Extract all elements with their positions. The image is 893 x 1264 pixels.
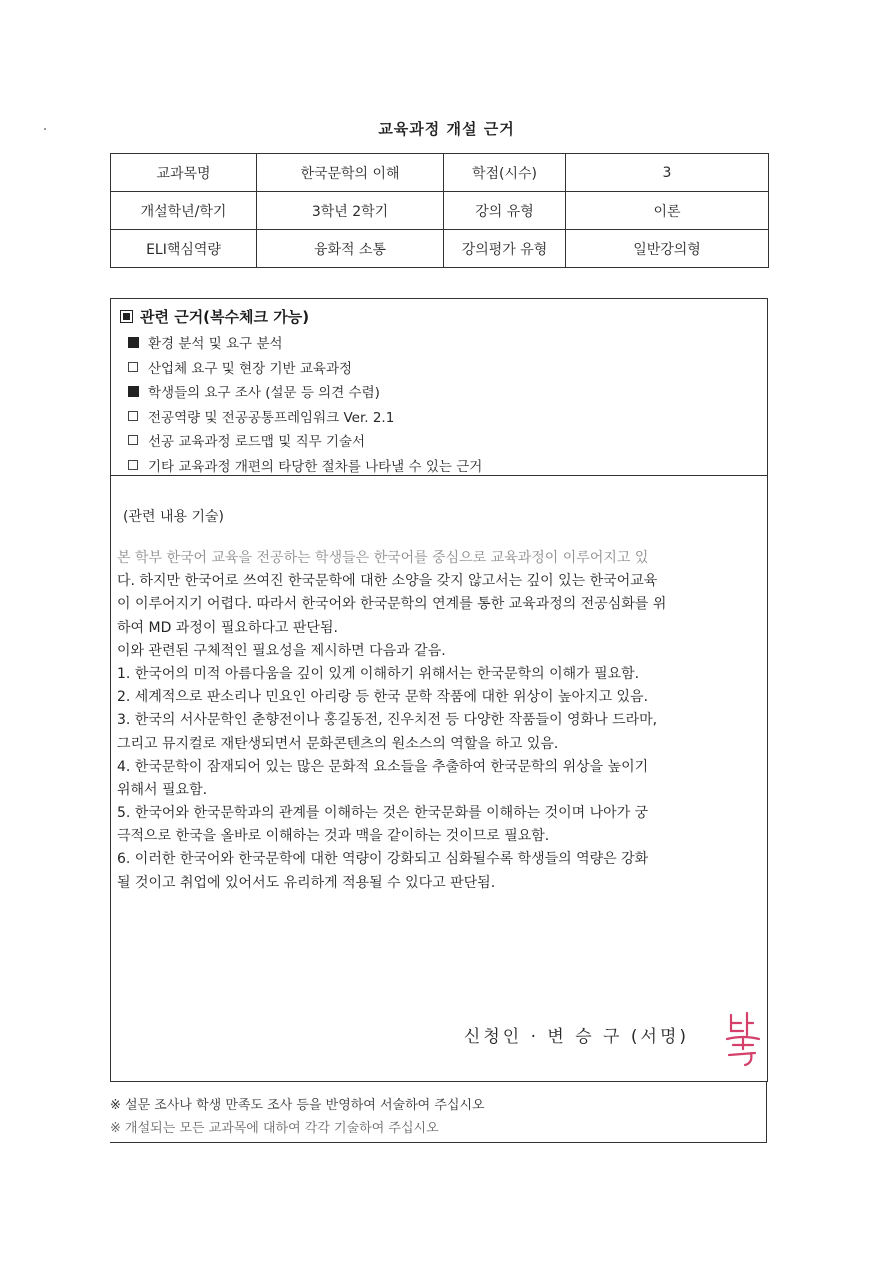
description-section xyxy=(110,474,768,1082)
lecture-type-value: 이론 xyxy=(566,192,769,230)
basis-section xyxy=(110,298,768,476)
basis-item-industry-demand[interactable] xyxy=(128,355,482,380)
course-info-table xyxy=(110,153,769,268)
note-survey: ※ 설문 조사나 학생 만족도 조사 등을 반영하여 서술하여 주십시오 xyxy=(110,1098,485,1113)
course-name-label: 교과목명 xyxy=(111,154,257,192)
basis-item-label: 학생들의 요구 조사 (설문 등 의견 수렴) xyxy=(148,385,380,402)
credit-label: 학점(시수) xyxy=(444,154,566,192)
body-line: 본 학부 한국어 교육을 전공하는 학생들은 한국어를 중심으로 교육과정이 이루어지고 있 xyxy=(117,550,649,566)
body-line: 극적으로 한국을 올바로 이해하는 것과 맥을 같이하는 것이므로 필요함. xyxy=(117,828,550,845)
course-name-value: 한국문학의 이해 xyxy=(257,154,444,192)
table-row xyxy=(111,230,769,268)
body-line: 4. 한국문학이 잠재되어 있는 많은 문화적 요소들을 추출하여 한국문학의 위상을 높이기 xyxy=(117,758,649,775)
filled-checkbox-icon xyxy=(120,310,133,323)
basis-item-environment-analysis[interactable] xyxy=(128,330,482,355)
body-line: 5. 한국어와 한국문학과의 관계를 이해하는 것은 한국문화를 이해하는 것이며 나아가 궁 xyxy=(117,805,649,822)
competency-value: 융화적 소통 xyxy=(257,230,444,268)
body-line: 이와 관련된 구체적인 필요성을 제시하면 다음과 같음. xyxy=(117,642,446,659)
seal-stamp-icon xyxy=(721,1009,767,1067)
body-line: 그리고 뮤지컬로 재탄생되면서 문화콘텐츠의 원소스의 역할을 하고 있음. xyxy=(117,735,559,752)
page-title: 교육과정 개설 근거 xyxy=(378,120,515,138)
body-line: 될 것이고 취업에 있어서도 유리하게 적용될 수 있다고 판단됨. xyxy=(117,874,496,891)
body-line: 다. 하지만 한국어로 쓰여진 한국문학에 대한 소양을 갖지 않고서는 깊이 있는 한국어교육 xyxy=(117,573,658,590)
checked-box-icon xyxy=(128,386,148,397)
body-line: 2. 세계적으로 판소리나 민요인 아리랑 등 한국 문학 작품에 대한 위상이 높아지고 있음. xyxy=(117,689,649,706)
applicant-signature xyxy=(464,1022,689,1047)
note-each-course: ※ 개설되는 모든 교과목에 대하여 각각 기술하여 주십시오 xyxy=(110,1121,439,1136)
basis-item-label: 기타 교육과정 개편의 타당한 절차를 나타낼 수 있는 근거 xyxy=(148,458,483,475)
body-line: 3. 한국의 서사문학인 춘향전이나 홍길동전, 진우치전 등 다양한 작품들이 영화나 드라마, xyxy=(117,712,658,729)
body-line: 1. 한국어의 미적 아름다움을 깊이 있게 이해하기 위해서는 한국문학의 이해가 필요함. xyxy=(117,665,640,682)
table-row xyxy=(111,154,769,192)
description-label: (관련 내용 기술) xyxy=(123,509,224,525)
unchecked-box-icon xyxy=(128,460,148,470)
basis-item-label: 전공역량 및 전공공통프레임워크 Ver. 2.1 xyxy=(148,409,395,426)
basis-item-label: 선공 교육과정 로드맵 및 직무 기술서 xyxy=(148,434,366,451)
basis-item-student-survey[interactable] xyxy=(128,379,482,404)
seal-label: (서명) xyxy=(630,1027,689,1047)
description-body xyxy=(117,547,769,895)
body-line: 이 이루어지기 어렵다. 따라서 한국어와 한국문학의 연계를 통한 교육과정의 전공심화를 위 xyxy=(117,596,667,613)
lecture-type-label: 강의 유형 xyxy=(444,192,566,230)
body-line: 위해서 필요함. xyxy=(117,781,208,798)
basis-item-roadmap[interactable] xyxy=(128,428,482,453)
basis-heading-text: 관련 근거(복수체크 가능) xyxy=(140,308,310,326)
body-line: 하여 MD 과정이 필요하다고 판단됨. xyxy=(117,619,338,636)
evaluation-type-label: 강의평가 유형 xyxy=(444,230,566,268)
unchecked-box-icon xyxy=(128,435,148,445)
unchecked-box-icon xyxy=(128,362,148,372)
table-row xyxy=(111,192,769,230)
basis-item-label: 산업체 요구 및 현장 기반 교육과정 xyxy=(148,360,353,377)
year-semester-value: 3학년 2학기 xyxy=(257,192,444,230)
year-semester-label: 개설학년/학기 xyxy=(111,192,257,230)
applicant-name: 신청인 · 변 승 구 xyxy=(463,1027,623,1047)
body-line: 6. 이러한 한국어와 한국문학에 대한 역량이 강화되고 심화될수록 학생들의 역량은 강화 xyxy=(117,851,649,868)
competency-label: ELI핵심역량 xyxy=(111,230,257,268)
checked-box-icon xyxy=(128,337,148,348)
credit-value: 3 xyxy=(566,154,769,192)
evaluation-type-value: 일반강의형 xyxy=(566,230,769,268)
basis-item-label: 환경 분석 및 요구 분석 xyxy=(148,336,283,353)
notes-section xyxy=(110,1081,767,1143)
basis-list xyxy=(128,330,482,477)
basis-heading xyxy=(120,306,309,327)
basis-item-major-competency-framework[interactable] xyxy=(128,404,482,429)
unchecked-box-icon xyxy=(128,411,148,421)
